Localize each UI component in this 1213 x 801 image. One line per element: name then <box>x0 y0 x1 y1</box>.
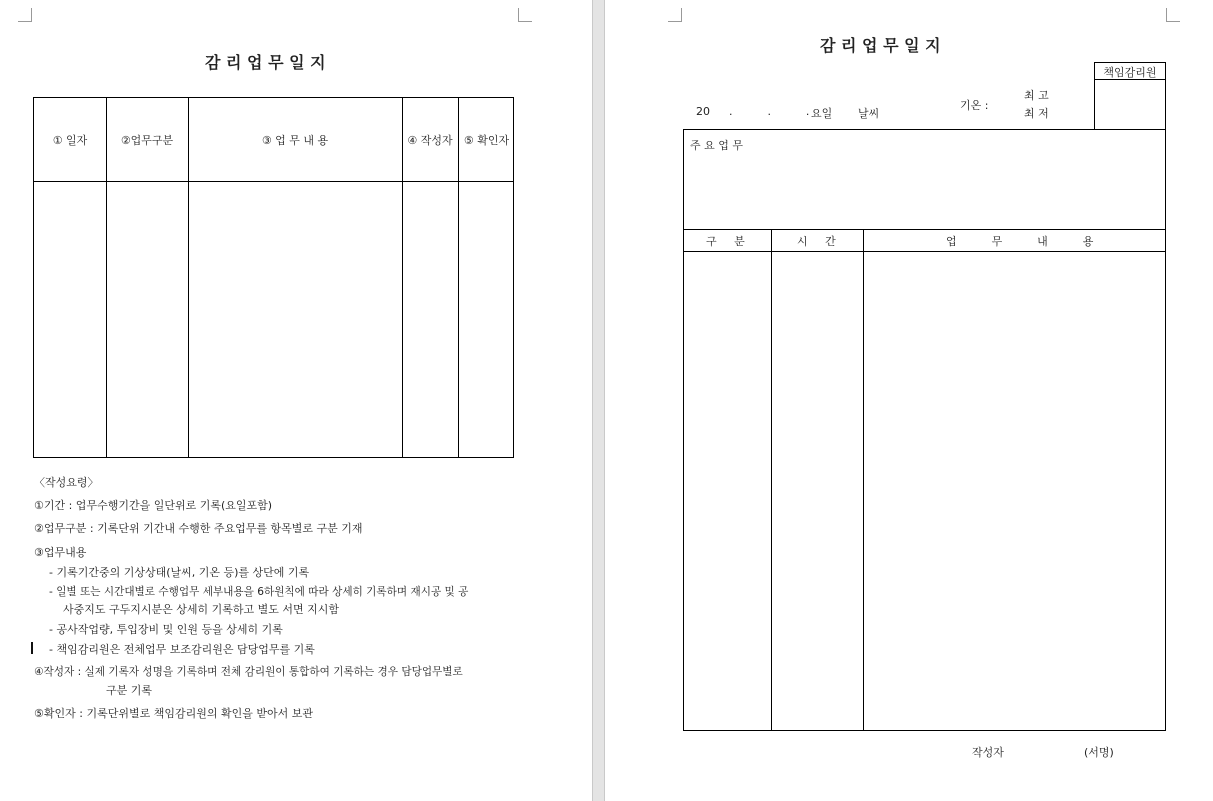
header-writer: ④ 작성자 <box>407 133 453 147</box>
signature-box <box>1094 62 1166 130</box>
instruction-line: ⑤확인자 : 기록단위별로 책임감리원의 확인을 받아서 보관 <box>34 707 313 720</box>
page-corner-mark <box>18 8 32 22</box>
date-separators: . . . <box>729 105 810 118</box>
header-task-content: ③ 업 무 내 용 <box>261 133 329 147</box>
instruction-line: ④작성자 : 실제 기록자 성명을 기록하며 전체 감리원이 통합하여 기록하는 경우 담당업무별로 <box>34 666 463 678</box>
temperature-label: 기온 : <box>960 99 989 112</box>
signature-box-label: 책임감리원 <box>1103 66 1157 79</box>
instruction-line: - 책임감리원은 전체업무 보조감리원은 담당업무를 기록 <box>49 643 315 656</box>
instruction-line: ③업무내용 <box>34 546 87 559</box>
writer-label: 작성자 <box>972 746 1004 759</box>
text-cursor <box>31 642 33 654</box>
left-page <box>0 0 592 801</box>
main-tasks-label: 주 요 업 무 <box>690 139 743 152</box>
header-content: 업 무 내 용 <box>946 235 1094 248</box>
table-column-divider <box>863 229 864 730</box>
header-confirmer: ⑤ 확인자 <box>463 133 510 147</box>
instruction-line: 구분 기록 <box>106 684 153 697</box>
page-title: 감 리 업 무 일 지 <box>205 53 326 72</box>
instruction-line: ①기간 : 업무수행기간을 일단위로 기록(요일포함) <box>34 499 273 512</box>
instruction-line: - 일별 또는 시간대별로 수행업무 세부내용을 6하원칙에 따라 상세히 기록하며 재시공 및 공 <box>49 586 469 598</box>
header-time: 시 간 <box>797 235 836 248</box>
weekday-label: 요일 <box>811 107 833 120</box>
header-category: 구 분 <box>706 235 745 248</box>
instruction-line: ②업무구분 : 기록단위 기간내 수행한 주요업무를 항목별로 구분 기재 <box>34 522 363 535</box>
table-column-divider <box>771 229 772 730</box>
daily-log-table <box>683 129 1166 731</box>
page-corner-mark <box>1166 8 1180 22</box>
page-gutter <box>592 0 605 801</box>
instruction-line: - 기록기간중의 기상상태(날씨, 기온 등)를 상단에 기록 <box>49 566 310 579</box>
temperature-min-label: 최 저 <box>1024 107 1049 120</box>
signature-label: (서명) <box>1084 746 1114 759</box>
signature-box-divider <box>1095 79 1165 80</box>
table-header-divider <box>684 251 1165 252</box>
header-date: ① 일자 <box>52 133 88 147</box>
instruction-line: - 공사작업량, 투입장비 및 인원 등을 상세히 기록 <box>49 623 283 636</box>
instructions-heading: 〈작성요령〉 <box>34 476 99 489</box>
weather-label: 날씨 <box>858 107 880 120</box>
page-corner-mark <box>518 8 532 22</box>
table-section-divider <box>684 229 1165 230</box>
table-header-divider <box>34 181 513 182</box>
instruction-line: 사중지도 구두지시분은 상세히 기록하고 별도 서면 지시함 <box>63 603 340 616</box>
page-corner-mark <box>668 8 682 22</box>
journal-table <box>33 97 514 458</box>
date-year: 20 <box>696 105 710 118</box>
page-title: 감 리 업 무 일 지 <box>820 36 941 55</box>
header-task-category: ②업무구분 <box>120 133 174 147</box>
temperature-max-label: 최 고 <box>1024 89 1049 102</box>
